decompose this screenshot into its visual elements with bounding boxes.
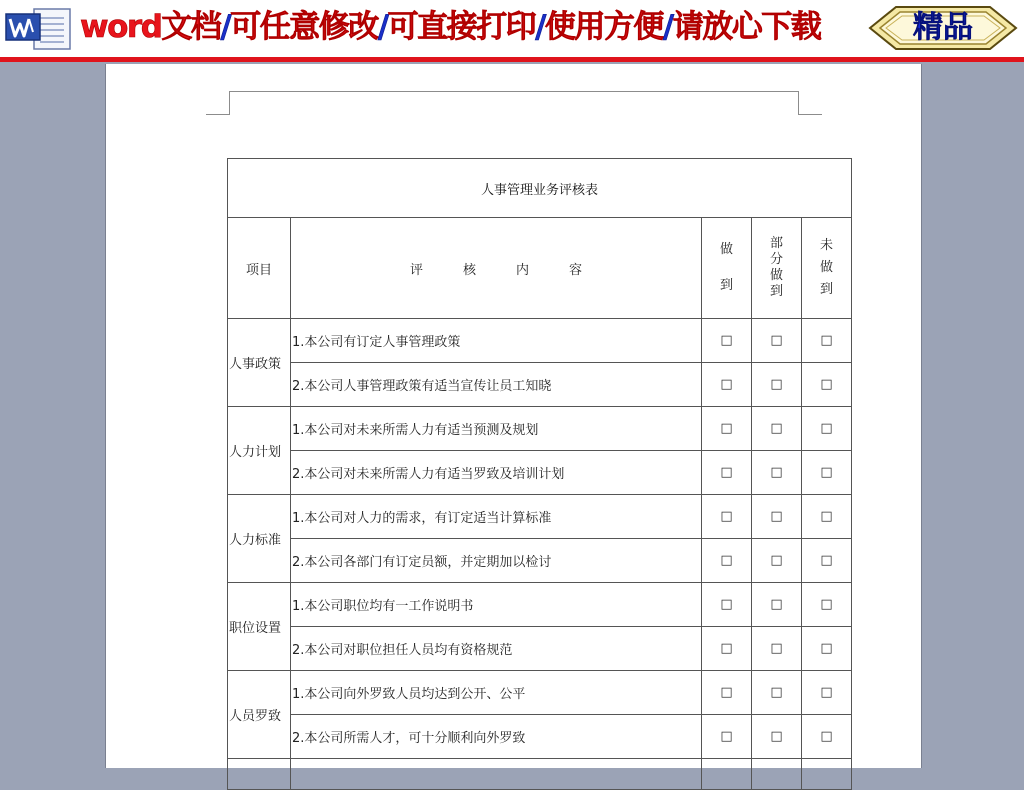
header-content-char: 容 — [569, 262, 583, 278]
category-cell: 人力标准 — [228, 495, 291, 583]
header-done-char: 做 — [719, 242, 733, 257]
slogan-part: 使用方便 — [544, 9, 663, 45]
category-cell: 人事政策 — [228, 319, 291, 407]
table-row — [228, 627, 852, 671]
checkbox-done[interactable]: □ — [702, 539, 752, 583]
table-row — [228, 363, 852, 407]
header-not-done-char: 到 — [820, 282, 834, 297]
table-header-row — [228, 218, 852, 319]
checkbox-cell — [702, 759, 752, 790]
header-partial-char: 到 — [769, 284, 783, 299]
margin-corner-mark — [798, 91, 799, 115]
checkbox-not-done[interactable]: □ — [802, 319, 852, 363]
table-title: 人事管理业务评核表 — [228, 159, 852, 218]
top-banner — [0, 0, 1024, 62]
header-margin-line — [229, 91, 798, 92]
header-done-char: 到 — [719, 278, 733, 293]
header-content — [291, 218, 702, 319]
checkbox-partial[interactable]: □ — [752, 495, 802, 539]
criterion-text — [291, 759, 702, 790]
checkbox-cell — [802, 759, 852, 790]
header-partial-char: 做 — [769, 268, 783, 283]
premium-badge-label: 精品 — [913, 10, 973, 45]
header-partial-char: 分 — [769, 252, 783, 267]
checkbox-partial[interactable]: □ — [752, 583, 802, 627]
checkbox-partial[interactable]: □ — [752, 363, 802, 407]
checkbox-cell — [752, 759, 802, 790]
slogan-part: 请放心下载 — [672, 9, 821, 45]
margin-corner-mark — [798, 114, 822, 115]
header-content-char: 核 — [462, 262, 476, 278]
category-cell: 人员罗致 — [228, 671, 291, 759]
table-row — [228, 583, 852, 627]
checkbox-done[interactable]: □ — [702, 319, 752, 363]
slogan-separator: / — [662, 9, 673, 45]
checkbox-done[interactable]: □ — [702, 671, 752, 715]
criterion-text: 2.本公司各部门有订定员额，并定期加以检讨 — [291, 539, 702, 583]
checkbox-done[interactable]: □ — [702, 627, 752, 671]
header-partial — [752, 218, 802, 319]
checkbox-not-done[interactable]: □ — [802, 539, 852, 583]
category-cell: 职位设置 — [228, 583, 291, 671]
slogan-part: 可任意修改 — [230, 9, 378, 45]
slogan-part: 可直接打印 — [387, 9, 536, 45]
checkbox-partial[interactable]: □ — [752, 319, 802, 363]
table-row — [228, 495, 852, 539]
checkbox-not-done[interactable]: □ — [802, 451, 852, 495]
criterion-text: 2.本公司人事管理政策有适当宣传让员工知晓 — [291, 363, 702, 407]
banner-slogan — [80, 4, 820, 50]
criterion-text: 1.本公司有订定人事管理政策 — [291, 319, 702, 363]
header-not-done-char: 做 — [820, 260, 834, 275]
checkbox-done[interactable]: □ — [702, 715, 752, 759]
slogan-part: word文档 — [80, 9, 221, 45]
checkbox-done[interactable]: □ — [702, 451, 752, 495]
slogan-separator: / — [220, 9, 231, 45]
criterion-text: 1.本公司职位均有一工作说明书 — [291, 583, 702, 627]
criterion-text: 2.本公司所需人才，可十分顺利向外罗致 — [291, 715, 702, 759]
header-content-char: 评 — [409, 262, 423, 278]
checkbox-done[interactable]: □ — [702, 583, 752, 627]
slogan-separator: / — [535, 9, 545, 45]
header-content-char: 内 — [516, 262, 530, 278]
checkbox-partial[interactable]: □ — [752, 451, 802, 495]
table-row — [228, 671, 852, 715]
checkbox-partial[interactable]: □ — [752, 627, 802, 671]
checkbox-not-done[interactable]: □ — [802, 627, 852, 671]
criterion-text: 1.本公司对未来所需人力有适当预测及规划 — [291, 407, 702, 451]
checkbox-partial[interactable]: □ — [752, 715, 802, 759]
table-row — [228, 539, 852, 583]
header-item: 项目 — [228, 218, 291, 319]
table-row — [228, 451, 852, 495]
criterion-text: 2.本公司对未来所需人力有适当罗致及培训计划 — [291, 451, 702, 495]
category-cell: 人力计划 — [228, 407, 291, 495]
checkbox-not-done[interactable]: □ — [802, 407, 852, 451]
table-row — [228, 759, 852, 790]
checkbox-not-done[interactable]: □ — [802, 671, 852, 715]
checkbox-partial[interactable]: □ — [752, 539, 802, 583]
checkbox-not-done[interactable]: □ — [802, 583, 852, 627]
checkbox-not-done[interactable]: □ — [802, 715, 852, 759]
table-row — [228, 319, 852, 363]
checkbox-done[interactable]: □ — [702, 495, 752, 539]
checkbox-not-done[interactable]: □ — [802, 495, 852, 539]
header-partial-char: 部 — [769, 236, 783, 251]
category-cell — [228, 759, 291, 790]
document-page — [105, 64, 922, 768]
margin-corner-mark — [206, 114, 230, 115]
criterion-text: 1.本公司向外罗致人员均达到公开、公平 — [291, 671, 702, 715]
evaluation-table — [227, 158, 852, 790]
criterion-text: 1.本公司对人力的需求，有订定适当计算标准 — [291, 495, 702, 539]
table-row — [228, 715, 852, 759]
criterion-text: 2.本公司对职位担任人员均有资格规范 — [291, 627, 702, 671]
checkbox-not-done[interactable]: □ — [802, 363, 852, 407]
checkbox-done[interactable]: □ — [702, 363, 752, 407]
word-document-icon — [4, 6, 76, 52]
header-done — [702, 218, 752, 319]
margin-corner-mark — [229, 91, 230, 115]
table-row — [228, 407, 852, 451]
header-not-done-char: 未 — [820, 238, 834, 253]
checkbox-partial[interactable]: □ — [752, 671, 802, 715]
checkbox-partial[interactable]: □ — [752, 407, 802, 451]
checkbox-done[interactable]: □ — [702, 407, 752, 451]
header-not-done — [802, 218, 852, 319]
slogan-separator: / — [377, 9, 388, 45]
